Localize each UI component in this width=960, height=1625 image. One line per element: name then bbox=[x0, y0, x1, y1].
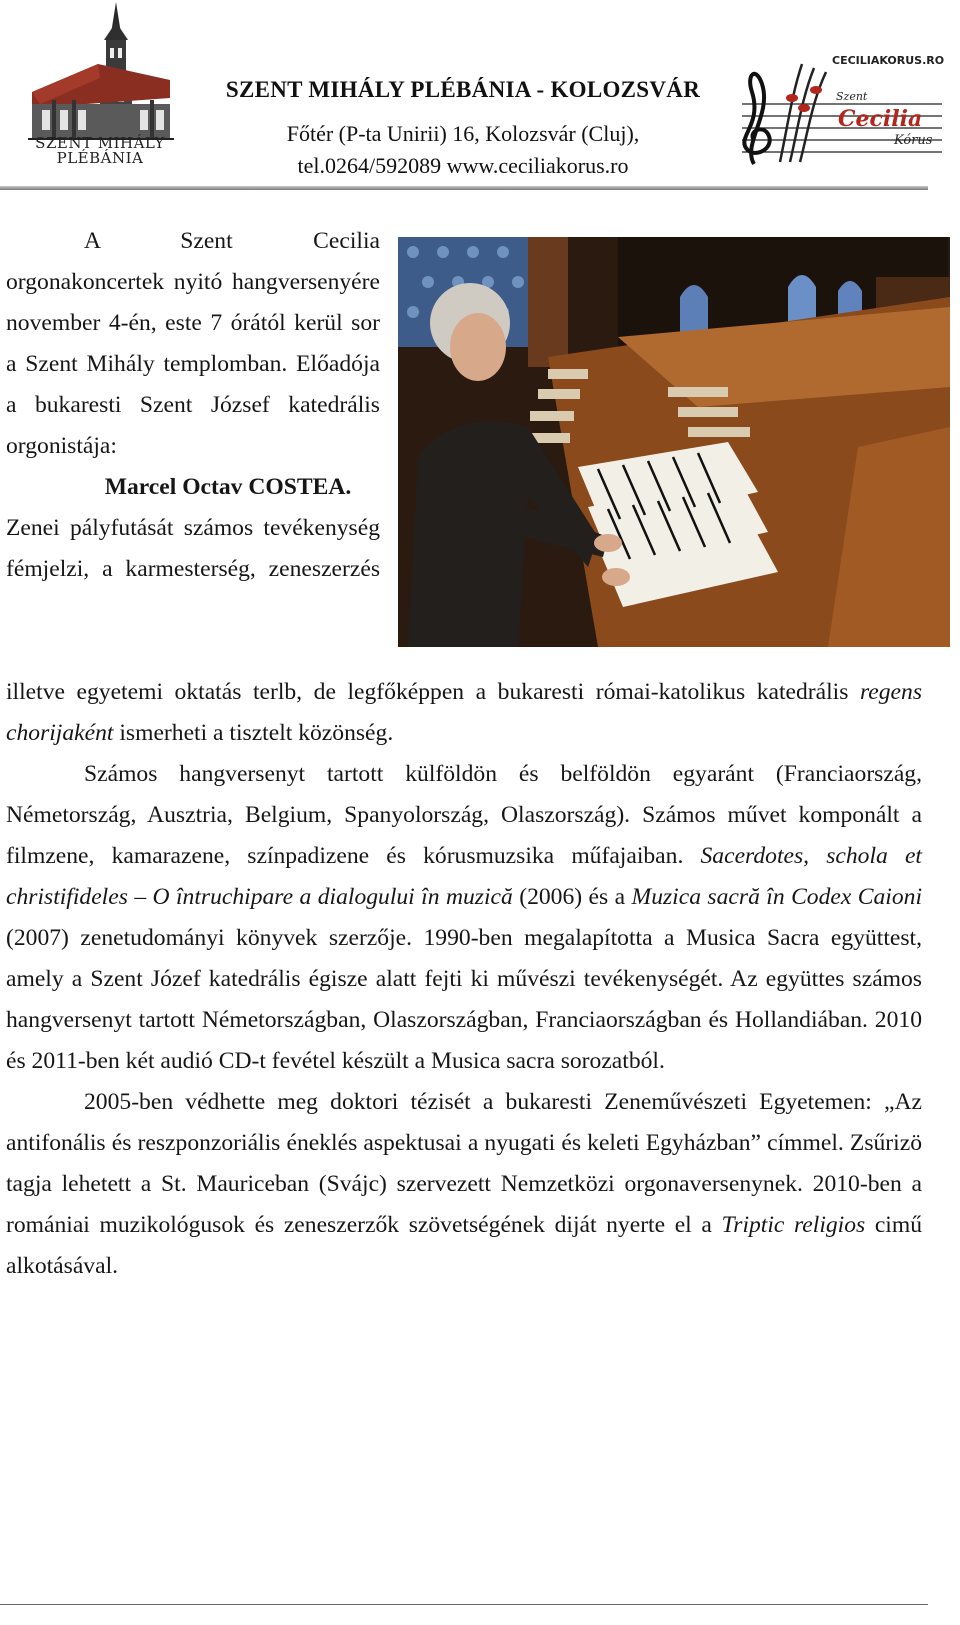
career-intro: Zenei pályfutását számos tevékenység fémjelzi, a karmesterség, zeneszerzés bbox=[6, 515, 380, 582]
church-logo-caption bbox=[24, 136, 176, 166]
performer-name bbox=[6, 467, 380, 508]
intro-column bbox=[6, 221, 380, 590]
paragraph-doctorate bbox=[6, 1082, 922, 1287]
letterhead bbox=[0, 0, 960, 200]
book-title-1: Sacerdotes, schola et christifideles – O întruchipare a dialogului în muzică bbox=[6, 843, 922, 910]
concerts-text: Számos hangversenyt tartott külföldön és belföldön egyaránt (Franciaország, Németország, Ausztria, Belgium, Spanyolország, Olaszország). Számos művet komponált a filmzene, kamarazene, színpadizene és kórusmuzsika műfajaiban. bbox=[6, 761, 922, 869]
career-text-end: ismerheti a tisztelt közönség. bbox=[113, 720, 394, 746]
work-title: Triptic religios bbox=[721, 1212, 866, 1238]
career-text: illetve egyetemi oktatás terlb, de legfőképpen a bukaresti római-katolikus katedrális bbox=[6, 679, 860, 705]
address-line: Főtér (P-ta Unirii) 16, Kolozsvár (Cluj), bbox=[286, 121, 640, 146]
organist-photo bbox=[398, 237, 950, 647]
choir-logo bbox=[732, 44, 947, 172]
parish-address bbox=[222, 118, 704, 182]
paragraph-career bbox=[6, 672, 922, 754]
contact-line: tel.0264/592089 www.ceciliakorus.ro bbox=[297, 153, 629, 178]
doctorate-text-end: cimű alkotásával. bbox=[6, 1212, 923, 1279]
doctorate-text: 2005-ben védhette meg doktori tézisét a bukaresti Zeneművészeti Egyetemen: „Az antifonális és reszponzoriális éneklés aspektusai a nyugati és keleti Egyházban” címmel. Zsűrizö tagja lehetett a St. Mauriceban (Svájc) szervezett Nemzetközi orgonaversenynek. 2010-ben a romániai muzikológusok és zeneszerzők szövetségének diját nyerte el a bbox=[6, 1089, 922, 1238]
header-divider bbox=[0, 186, 928, 190]
paragraph-concerts bbox=[6, 754, 922, 1082]
footer-divider bbox=[0, 1604, 928, 1605]
book-title-2: Muzica sacră în Codex Caioni bbox=[631, 884, 923, 910]
parish-title: SZENT MIHÁLY PLÉBÁNIA - KOLOZSVÁR bbox=[225, 77, 701, 102]
main-text bbox=[6, 672, 922, 1287]
performer-name-text: Marcel Octav COSTEA. bbox=[104, 474, 352, 500]
concerts-text-3: (2007) zenetudományi könyvek szerzője. 1990-ben megalapította a Musica Sacra együttest, amely a Szent Józef katedrális égisze alatt fejti ki művészi tevékenységét. Az együttes számos hangversenyt tartott Németországban, Olaszországban, Franciaországban és Hollandiában. 2010 és 2011-ben két audió CD-t fevétel készült a Musica sacra sorozatból. bbox=[6, 925, 922, 1074]
choir-logo-url: CECILIAKORUS.RO bbox=[832, 54, 945, 67]
church-logo-caption-line1: SZENT MIHÁLY bbox=[35, 134, 165, 152]
choir-logo-cecilia: Cecilia bbox=[838, 106, 923, 132]
intro-paragraph: A Szent Cecilia orgonakoncertek nyitó hangversenyére november 4-én, este 7 órától kerül sor a Szent Mihály templomban. Előadója a bukaresti Szent József katedrális orgonistája: bbox=[6, 228, 380, 459]
church-logo-caption-line2: PLÉBÁNIA bbox=[56, 149, 144, 167]
regens-chori-term: regens chorijaként bbox=[6, 679, 922, 746]
choir-logo-korus: Kórus bbox=[894, 133, 933, 148]
choir-logo-szent: Szent bbox=[836, 90, 868, 103]
concerts-text-2: (2006) és a bbox=[512, 884, 632, 910]
